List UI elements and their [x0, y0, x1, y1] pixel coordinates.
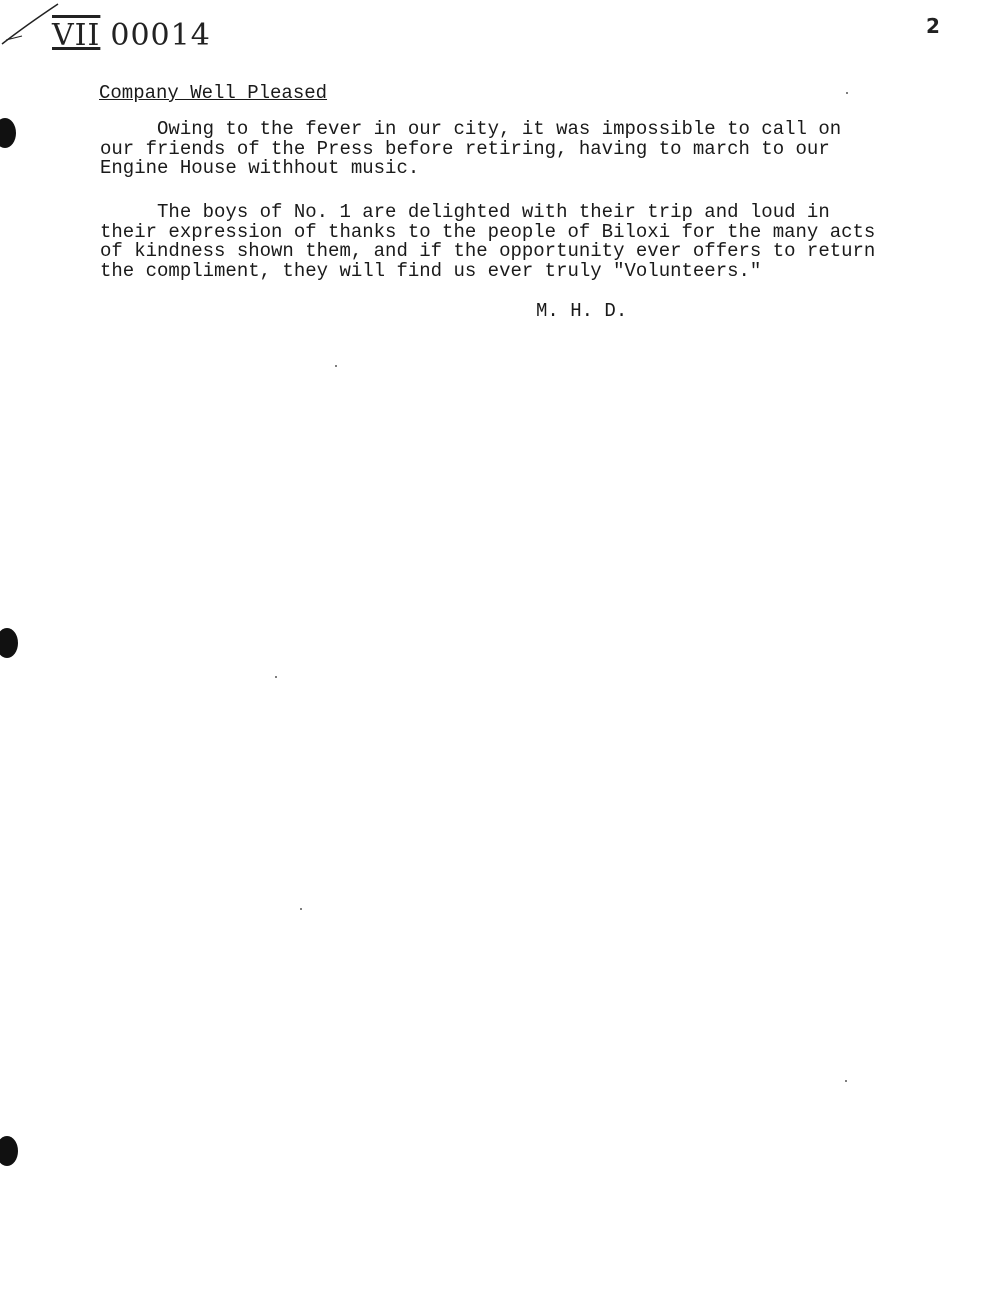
paragraph-1: Owing to the fever in our city, it was impossible to call on our friends of the Press before retiring, having to march to our Engine House withhout music.	[100, 118, 842, 179]
signature: M. H. D.	[536, 300, 628, 322]
paper-speck	[300, 908, 302, 910]
stamp-number: 00014	[110, 18, 211, 53]
binder-hole-middle	[0, 628, 18, 658]
binder-hole-bottom	[0, 1136, 18, 1166]
paper-speck	[275, 676, 277, 678]
paper-speck	[846, 92, 848, 94]
page-number: 2	[926, 14, 940, 38]
archive-stamp	[52, 18, 211, 53]
stamp-roman-numeral: VII	[52, 18, 101, 53]
paragraph-2: The boys of No. 1 are delighted with their trip and loud in their expression of thanks to the people of Biloxi for the many acts of kindness shown them, and if the opportunity ever offers to return the compliment, they will find us ever truly "Volunteers."	[100, 201, 876, 282]
binder-hole-top	[0, 118, 16, 148]
paper-speck	[335, 365, 337, 367]
article-heading: Company Well Pleased	[99, 82, 328, 104]
paper-speck	[845, 1080, 847, 1082]
